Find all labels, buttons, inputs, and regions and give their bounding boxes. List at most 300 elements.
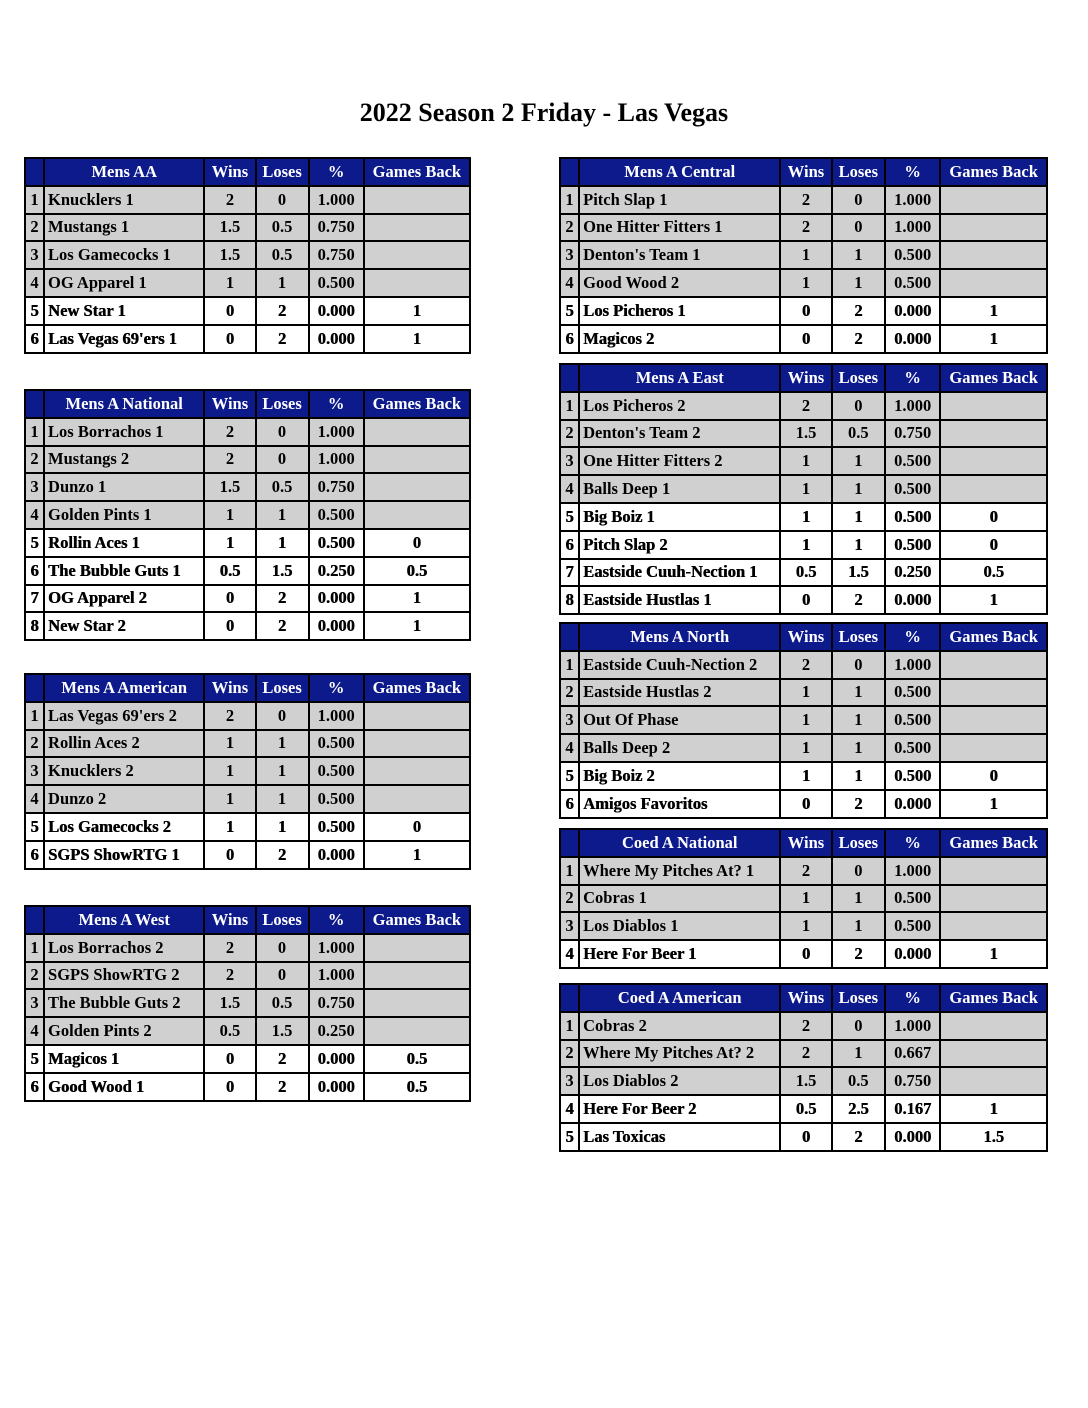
pct-cell: 0.500: [309, 757, 364, 785]
page-title: 2022 Season 2 Friday - Las Vegas: [359, 98, 729, 127]
wins-cell: 2: [780, 186, 831, 214]
pct-cell: 0.750: [309, 214, 364, 242]
pct-cell: 0.500: [309, 730, 364, 758]
rank-cell: 5: [560, 762, 579, 790]
pct-cell: 0.500: [885, 503, 940, 531]
pct-cell: 0.000: [309, 1073, 364, 1101]
rank-header-cell: [25, 390, 44, 418]
games-back-cell: [940, 912, 1047, 940]
team-name: Golden Pints 2: [44, 1017, 204, 1045]
team-name: Dunzo 1: [44, 473, 204, 501]
table-row: [560, 790, 1047, 818]
rank-cell: 3: [25, 241, 44, 269]
rank-cell: 2: [25, 446, 44, 474]
rank-cell: 6: [25, 841, 44, 869]
team-name: Big Boiz 1: [579, 503, 780, 531]
pct-cell: 1.000: [885, 392, 940, 420]
rank-cell: 6: [25, 325, 44, 353]
division-table: [24, 157, 471, 354]
pct-cell: 0.500: [885, 531, 940, 559]
wins-cell: 2: [204, 446, 255, 474]
loses-cell: 1.5: [256, 557, 309, 585]
team-name: Balls Deep 1: [579, 475, 780, 503]
loses-cell: 1: [832, 241, 885, 269]
table-row: [560, 912, 1047, 940]
rank-cell: 5: [25, 529, 44, 557]
pct-cell: 0.750: [309, 989, 364, 1017]
team-name: Eastside Cuuh-Nection 2: [579, 651, 780, 679]
division-table: [559, 828, 1048, 969]
pct-cell: 0.500: [885, 885, 940, 913]
table-row: [25, 241, 470, 269]
loses-cell: 2: [256, 297, 309, 325]
header-row: [25, 906, 470, 934]
wins-header: Wins: [204, 390, 255, 418]
team-name: SGPS ShowRTG 1: [44, 841, 204, 869]
division-name: Mens A West: [44, 906, 204, 934]
wins-cell: 1: [780, 912, 831, 940]
games-back-cell: [940, 447, 1047, 475]
rank-cell: 4: [25, 785, 44, 813]
rank-cell: 2: [560, 420, 579, 448]
team-name: Amigos Favoritos: [579, 790, 780, 818]
games-back-cell: [940, 651, 1047, 679]
rank-header-cell: [560, 829, 579, 857]
wins-cell: 0: [204, 297, 255, 325]
header-row: [25, 674, 470, 702]
table-row: [560, 420, 1047, 448]
games-back-header: Games Back: [364, 906, 470, 934]
pct-cell: 0.750: [885, 420, 940, 448]
table-row: [560, 559, 1047, 587]
team-name: Out Of Phase: [579, 706, 780, 734]
games-back-cell: 0.5: [364, 557, 470, 585]
loses-cell: 0: [832, 186, 885, 214]
wins-cell: 0.5: [780, 1095, 831, 1123]
wins-cell: 2: [204, 962, 255, 990]
games-back-cell: [940, 679, 1047, 707]
rank-cell: 5: [25, 813, 44, 841]
team-name: New Star 1: [44, 297, 204, 325]
games-back-cell: 1: [364, 585, 470, 613]
pct-cell: 1.000: [885, 1012, 940, 1040]
loses-cell: 2: [832, 297, 885, 325]
games-back-cell: 0: [364, 529, 470, 557]
table-row: [25, 1073, 470, 1101]
table-row: [25, 446, 470, 474]
pct-cell: 0.000: [885, 940, 940, 968]
team-name: Good Wood 1: [44, 1073, 204, 1101]
team-name: Las Vegas 69'ers 1: [44, 325, 204, 353]
loses-cell: 0: [832, 857, 885, 885]
division-name: Mens AA: [44, 158, 204, 186]
table-row: [25, 989, 470, 1017]
table-row: [560, 1012, 1047, 1040]
loses-cell: 0: [256, 418, 309, 446]
games-back-cell: [940, 1067, 1047, 1095]
wins-cell: 0: [204, 325, 255, 353]
rank-cell: 4: [25, 269, 44, 297]
table-row: [560, 1067, 1047, 1095]
games-back-cell: [940, 186, 1047, 214]
loses-cell: 1: [256, 501, 309, 529]
loses-header: Loses: [832, 158, 885, 186]
wins-header: Wins: [780, 364, 831, 392]
pct-cell: 0.667: [885, 1040, 940, 1068]
wins-cell: 1: [780, 885, 831, 913]
pct-cell: 1.000: [309, 934, 364, 962]
loses-cell: 1: [832, 475, 885, 503]
header-row: [560, 984, 1047, 1012]
wins-header: Wins: [204, 906, 255, 934]
pct-header: %: [309, 390, 364, 418]
wins-cell: 1: [780, 706, 831, 734]
rank-cell: 1: [25, 418, 44, 446]
header-row: [560, 158, 1047, 186]
division-table: [559, 157, 1048, 354]
loses-cell: 0: [256, 702, 309, 730]
games-back-cell: [940, 420, 1047, 448]
team-name: Los Picheros 2: [579, 392, 780, 420]
wins-cell: 1.5: [204, 241, 255, 269]
table-row: [25, 702, 470, 730]
pct-header: %: [885, 158, 940, 186]
division-table: [24, 905, 471, 1102]
rank-header-cell: [560, 364, 579, 392]
games-back-cell: [364, 785, 470, 813]
games-back-cell: [940, 214, 1047, 242]
pct-cell: 0.500: [309, 269, 364, 297]
pct-cell: 0.500: [885, 447, 940, 475]
pct-cell: 0.250: [309, 1017, 364, 1045]
rank-cell: 6: [560, 325, 579, 353]
loses-cell: 1.5: [256, 1017, 309, 1045]
team-name: Las Vegas 69'ers 2: [44, 702, 204, 730]
pct-cell: 0.500: [885, 679, 940, 707]
pct-cell: 0.000: [309, 612, 364, 640]
rank-cell: 2: [560, 679, 579, 707]
pct-cell: 0.000: [885, 790, 940, 818]
loses-header: Loses: [256, 158, 309, 186]
loses-header: Loses: [832, 623, 885, 651]
games-back-cell: [364, 1017, 470, 1045]
wins-cell: 1.5: [204, 214, 255, 242]
games-back-cell: [364, 446, 470, 474]
wins-cell: 0.5: [204, 557, 255, 585]
pct-cell: 0.500: [885, 734, 940, 762]
pct-cell: 0.500: [309, 501, 364, 529]
team-name: Eastside Hustlas 1: [579, 586, 780, 614]
games-back-cell: [940, 734, 1047, 762]
rank-cell: 2: [25, 214, 44, 242]
pct-cell: 0.000: [309, 1045, 364, 1073]
rank-cell: 4: [560, 940, 579, 968]
loses-cell: 1: [832, 1040, 885, 1068]
pct-header: %: [309, 906, 364, 934]
table-row: [25, 585, 470, 613]
games-back-cell: 1: [940, 790, 1047, 818]
pct-cell: 0.000: [309, 585, 364, 613]
pct-cell: 0.250: [885, 559, 940, 587]
pct-cell: 0.000: [309, 841, 364, 869]
games-back-cell: [940, 1012, 1047, 1040]
table-row: [560, 531, 1047, 559]
rank-cell: 6: [25, 557, 44, 585]
games-back-cell: 1: [364, 297, 470, 325]
rank-cell: 3: [560, 706, 579, 734]
loses-cell: 2: [256, 1045, 309, 1073]
wins-cell: 1: [204, 813, 255, 841]
games-back-cell: 1: [940, 1095, 1047, 1123]
games-back-cell: [364, 186, 470, 214]
team-name: OG Apparel 1: [44, 269, 204, 297]
rank-header-cell: [25, 906, 44, 934]
wins-header: Wins: [780, 158, 831, 186]
wins-cell: 0: [780, 297, 831, 325]
wins-cell: 2: [780, 392, 831, 420]
loses-cell: 1: [832, 912, 885, 940]
wins-cell: 2: [780, 1012, 831, 1040]
rank-cell: 8: [560, 586, 579, 614]
rank-header-cell: [25, 158, 44, 186]
rank-cell: 1: [560, 651, 579, 679]
team-name: Pitch Slap 1: [579, 186, 780, 214]
wins-cell: 1: [780, 734, 831, 762]
loses-cell: 0: [256, 962, 309, 990]
wins-cell: 1: [204, 501, 255, 529]
rank-cell: 3: [560, 241, 579, 269]
table-row: [25, 269, 470, 297]
rank-cell: 2: [560, 885, 579, 913]
rank-cell: 1: [25, 934, 44, 962]
team-name: Cobras 1: [579, 885, 780, 913]
wins-cell: 1: [780, 241, 831, 269]
wins-cell: 0: [204, 1073, 255, 1101]
header-row: [25, 158, 470, 186]
wins-cell: 1: [204, 757, 255, 785]
table-row: [560, 269, 1047, 297]
rank-cell: 7: [25, 585, 44, 613]
games-back-cell: [364, 418, 470, 446]
team-name: Eastside Hustlas 2: [579, 679, 780, 707]
loses-header: Loses: [256, 906, 309, 934]
games-back-cell: 1: [940, 586, 1047, 614]
team-name: One Hitter Fitters 1: [579, 214, 780, 242]
team-name: Las Toxicas: [579, 1123, 780, 1151]
games-back-cell: [364, 934, 470, 962]
wins-cell: 2: [204, 702, 255, 730]
team-name: Golden Pints 1: [44, 501, 204, 529]
pct-cell: 1.000: [885, 857, 940, 885]
loses-header: Loses: [256, 390, 309, 418]
division-name: Coed A National: [579, 829, 780, 857]
loses-cell: 1: [832, 503, 885, 531]
loses-cell: 2: [256, 841, 309, 869]
table-row: [560, 186, 1047, 214]
team-name: Los Picheros 1: [579, 297, 780, 325]
loses-cell: 0: [832, 651, 885, 679]
loses-cell: 0.5: [256, 473, 309, 501]
table-row: [25, 730, 470, 758]
team-name: Big Boiz 2: [579, 762, 780, 790]
team-name: Balls Deep 2: [579, 734, 780, 762]
pct-header: %: [885, 364, 940, 392]
table-row: [560, 885, 1047, 913]
games-back-cell: [940, 392, 1047, 420]
games-back-cell: [364, 214, 470, 242]
pct-cell: 0.500: [885, 912, 940, 940]
wins-cell: 1.5: [204, 473, 255, 501]
team-name: Los Borrachos 1: [44, 418, 204, 446]
table-row: [25, 1045, 470, 1073]
team-name: Knucklers 2: [44, 757, 204, 785]
loses-cell: 1: [832, 706, 885, 734]
wins-header: Wins: [780, 623, 831, 651]
pct-cell: 0.750: [309, 241, 364, 269]
wins-cell: 0: [780, 325, 831, 353]
games-back-cell: [940, 885, 1047, 913]
loses-cell: 0: [832, 1012, 885, 1040]
table-row: [560, 1095, 1047, 1123]
rank-cell: 2: [25, 730, 44, 758]
team-name: SGPS ShowRTG 2: [44, 962, 204, 990]
division-table: [559, 622, 1048, 819]
games-back-header: Games Back: [364, 158, 470, 186]
loses-cell: 1: [832, 734, 885, 762]
pct-header: %: [885, 829, 940, 857]
wins-cell: 2: [780, 1040, 831, 1068]
wins-cell: 1: [780, 447, 831, 475]
loses-cell: 2: [832, 325, 885, 353]
rank-cell: 1: [560, 186, 579, 214]
table-row: [25, 529, 470, 557]
pct-header: %: [309, 674, 364, 702]
games-back-cell: 1: [364, 841, 470, 869]
wins-cell: 2: [780, 857, 831, 885]
loses-cell: 1: [832, 679, 885, 707]
games-back-header: Games Back: [940, 364, 1047, 392]
loses-cell: 2: [832, 1123, 885, 1151]
wins-cell: 0: [780, 586, 831, 614]
games-back-cell: [940, 857, 1047, 885]
loses-cell: 1: [256, 269, 309, 297]
table-row: [25, 813, 470, 841]
table-row: [560, 503, 1047, 531]
pct-cell: 1.000: [309, 962, 364, 990]
rank-cell: 3: [25, 473, 44, 501]
games-back-cell: 0.5: [940, 559, 1047, 587]
table-row: [560, 1040, 1047, 1068]
pct-cell: 0.500: [309, 813, 364, 841]
games-back-cell: [940, 475, 1047, 503]
team-name: Pitch Slap 2: [579, 531, 780, 559]
team-name: Magicos 1: [44, 1045, 204, 1073]
team-name: Los Gamecocks 1: [44, 241, 204, 269]
table-row: [560, 734, 1047, 762]
pct-header: %: [885, 984, 940, 1012]
table-row: [560, 1123, 1047, 1151]
loses-cell: 1: [256, 757, 309, 785]
wins-cell: 1: [204, 529, 255, 557]
loses-cell: 0.5: [256, 214, 309, 242]
pct-cell: 0.500: [885, 269, 940, 297]
team-name: The Bubble Guts 2: [44, 989, 204, 1017]
loses-cell: 2.5: [832, 1095, 885, 1123]
rank-cell: 2: [560, 214, 579, 242]
table-row: [25, 934, 470, 962]
rank-cell: 3: [560, 912, 579, 940]
games-back-header: Games Back: [940, 158, 1047, 186]
loses-cell: 0: [832, 392, 885, 420]
pct-cell: 1.000: [309, 418, 364, 446]
team-name: Los Diablos 2: [579, 1067, 780, 1095]
table-row: [25, 962, 470, 990]
rank-cell: 3: [25, 757, 44, 785]
wins-cell: 0.5: [780, 559, 831, 587]
rank-cell: 4: [25, 501, 44, 529]
loses-cell: 1: [256, 813, 309, 841]
wins-cell: 1.5: [780, 1067, 831, 1095]
wins-cell: 0.5: [204, 1017, 255, 1045]
loses-cell: 2: [256, 325, 309, 353]
rank-cell: 4: [560, 475, 579, 503]
table-row: [25, 473, 470, 501]
rank-header-cell: [25, 674, 44, 702]
table-row: [25, 557, 470, 585]
rank-cell: 1: [560, 857, 579, 885]
wins-cell: 2: [204, 186, 255, 214]
rank-cell: 4: [560, 734, 579, 762]
table-row: [25, 757, 470, 785]
games-back-cell: [364, 730, 470, 758]
pct-cell: 0.750: [309, 473, 364, 501]
loses-cell: 1.5: [832, 559, 885, 587]
rank-cell: 5: [25, 1045, 44, 1073]
table-row: [560, 325, 1047, 353]
division-name: Mens A National: [44, 390, 204, 418]
loses-header: Loses: [256, 674, 309, 702]
games-back-cell: 0: [940, 531, 1047, 559]
pct-cell: 0.167: [885, 1095, 940, 1123]
division-table: [24, 389, 471, 641]
loses-cell: 2: [256, 585, 309, 613]
rank-header-cell: [560, 984, 579, 1012]
pct-cell: 1.000: [885, 651, 940, 679]
wins-cell: 1.5: [780, 420, 831, 448]
pct-cell: 0.000: [885, 586, 940, 614]
table-row: [25, 214, 470, 242]
loses-cell: 0: [256, 446, 309, 474]
rank-cell: 5: [560, 1123, 579, 1151]
games-back-cell: [940, 706, 1047, 734]
pct-cell: 0.000: [885, 1123, 940, 1151]
wins-cell: 1: [204, 785, 255, 813]
pct-cell: 0.500: [885, 762, 940, 790]
table-row: [25, 297, 470, 325]
loses-cell: 0.5: [256, 989, 309, 1017]
table-row: [560, 586, 1047, 614]
table-row: [25, 1017, 470, 1045]
loses-cell: 2: [832, 940, 885, 968]
pct-cell: 0.250: [309, 557, 364, 585]
team-name: Where My Pitches At? 1: [579, 857, 780, 885]
loses-cell: 2: [832, 790, 885, 818]
wins-cell: 0: [204, 612, 255, 640]
table-row: [560, 940, 1047, 968]
rank-cell: 1: [25, 702, 44, 730]
wins-header: Wins: [780, 984, 831, 1012]
games-back-cell: 0: [940, 762, 1047, 790]
